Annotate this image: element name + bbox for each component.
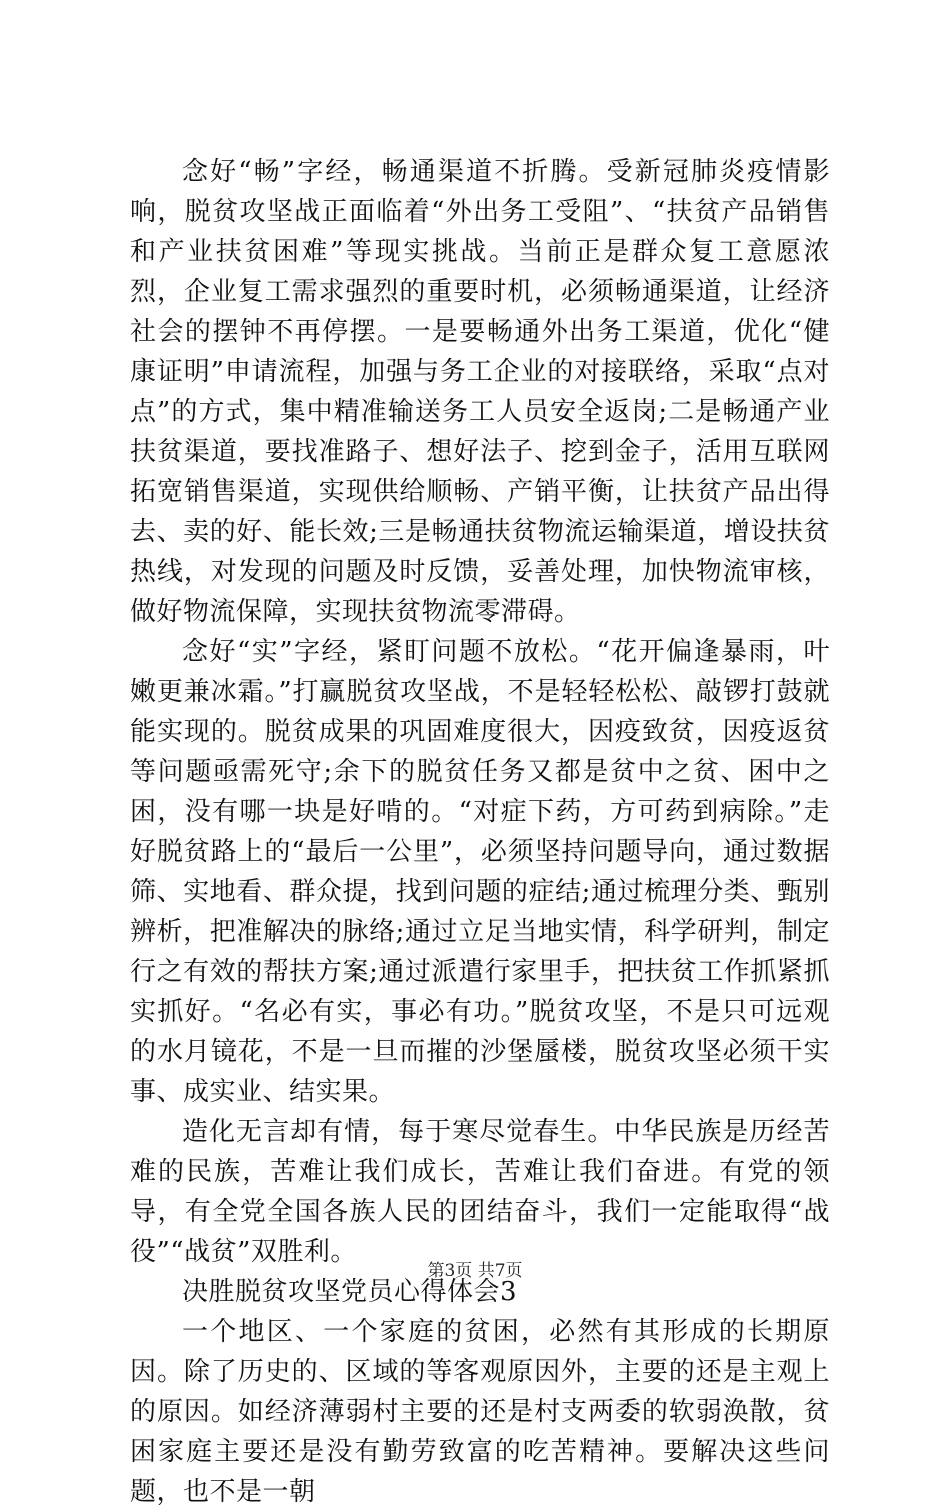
section-heading: 决胜脱贫攻坚党员心得体会3 bbox=[182, 1277, 518, 1307]
paragraph-poverty-causes: 一个地区、一个家庭的贫困，必然有其形成的长期原因。除了历史的、区域的等客观原因外，主要的还是主观上的原因。如经济薄弱村主要的还是村支两委的软弱涣散，贫困家庭主要还是没有勤劳致富的吃苦精神。要解决这些问题，也不是一朝 bbox=[130, 1317, 830, 1507]
paragraph-shi: 念好“实”字经，紧盯问题不放松。“花开偏逢暴雨，叶嫩更兼冰霜。”打赢脱贫攻坚战，不是轻轻松松、敲锣打鼓就能实现的。脱贫成果的巩固难度很大，因疫致贫，因疫返贫等问题亟需死守;余下的脱贫任务又都是贫中之贫、困中之困，没有哪一块是好啃的。“对症下药，方可药到病除。”走好脱贫路上的“最后一公里”，必须坚持问题导向，通过数据筛、实地看、群众提，找到问题的症结;通过梳理分类、甄别辨析，把准解决的脉络;通过立足当地实情，科学研判，制定行之有效的帮扶方案;通过派遣行家里手，把扶贫工作抓紧抓实抓好。“名必有实，事必有功。”脱贫攻坚，不是只可远观的水月镜花，不是一旦而摧的沙堡蜃楼，脱贫攻坚必须干实事、成实业、结实果。 bbox=[130, 637, 830, 1107]
document-body bbox=[130, 152, 830, 1512]
paragraph-chang: 念好“畅”字经，畅通渠道不折腾。受新冠肺炎疫情影响，脱贫攻坚战正面临着“外出务工受阻”、“扶贫产品销售和产业扶贫困难”等现实挑战。当前正是群众复工意愿浓烈，企业复工需求强烈的重要时机，必须畅通渠道，让经济社会的摆钟不再停摆。一是要畅通外出务工渠道，优化“健康证明”申请流程，加强与务工企业的对接联络，采取“点对点”的方式，集中精准输送务工人员安全返岗;二是畅通产业扶贫渠道，要找准路子、想好法子、挖到金子，活用互联网拓宽销售渠道，实现供给顺畅、产销平衡，让扶贫产品出得去、卖的好、能长效;三是畅通扶贫物流运输渠道，增设扶贫热线，对发现的问题及时反馈，妥善处理，加快物流审核，做好物流保障，实现扶贫物流零滞碍。 bbox=[130, 157, 830, 627]
paragraph-conclusion: 造化无言却有情，每于寒尽觉春生。中华民族是历经苦难的民族，苦难让我们成长，苦难让我们奋进。有党的领导，有全党全国各族人民的团结奋斗，我们一定能取得“战役”“战贫”双胜利。 bbox=[130, 1117, 830, 1267]
page-footer: 第3页 共7页 bbox=[427, 1261, 523, 1281]
